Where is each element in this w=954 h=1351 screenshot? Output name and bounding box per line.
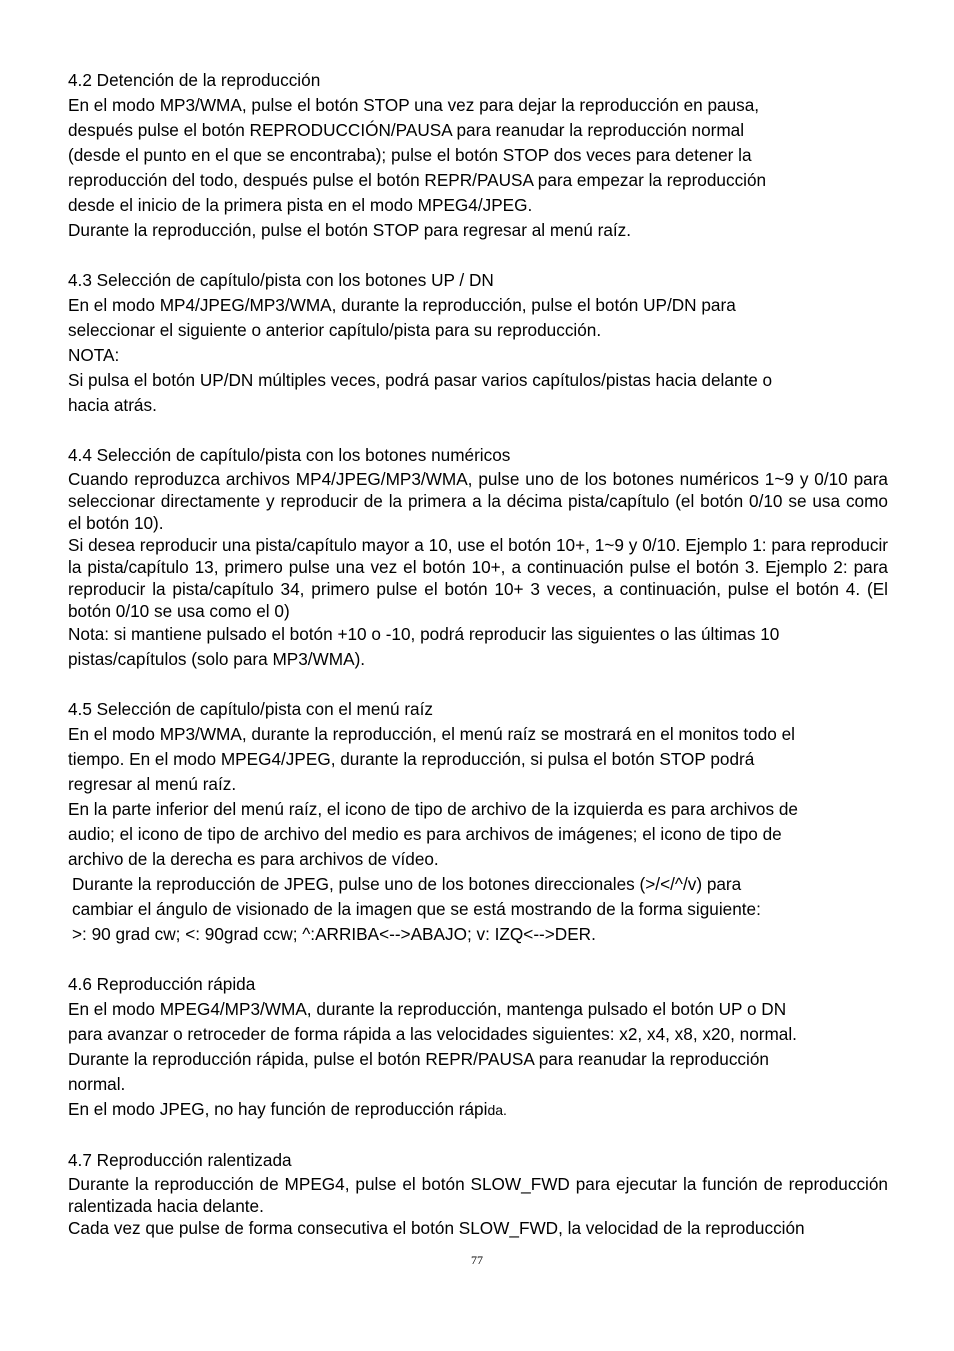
body-line: >: 90 grad cw; <: 90grad ccw; ^:ARRIBA<-->ABAJO; v: IZQ<-->DER.	[72, 924, 596, 944]
body-line: cambiar el ángulo de visionado de la imagen que se está mostrando de la forma siguiente:	[72, 899, 761, 919]
body-line: En el modo MPEG4/MP3/WMA, durante la reproducción, mantenga pulsado el botón UP o DN	[68, 999, 787, 1019]
body-line: Si pulsa el botón UP/DN múltiples veces, podrá pasar varios capítulos/pistas hacia delante o	[68, 370, 773, 390]
body-line: para avanzar o retroceder de forma rápida a las velocidades siguientes: x2, x4, x8, x20, normal.	[68, 1024, 797, 1044]
body-line: hacia atrás.	[68, 395, 157, 415]
document-page	[68, 68, 888, 1239]
body-line: Durante la reproducción, pulse el botón STOP para regresar al menú raíz.	[68, 220, 632, 240]
section-heading: 4.4 Selección de capítulo/pista con los botones numéricos	[68, 445, 511, 465]
section-4-2	[68, 68, 888, 243]
body-line: Durante la reproducción rápida, pulse el botón REPR/PAUSA para reanudar la reproducción	[68, 1049, 769, 1069]
section-heading: 4.3 Selección de capítulo/pista con los botones UP / DN	[68, 270, 494, 290]
body-line: Nota: si mantiene pulsado el botón +10 o -10, podrá reproducir las siguientes o las últimas 10	[68, 624, 780, 644]
body-paragraph: Cuando reproduzca archivos MP4/JPEG/MP3/WMA, pulse uno de los botones numéricos 1~9 y 0/10 para seleccionar directamente y reproducir de la primera a la décima pista/capítulo (el botón 0/10 se usa como el botón 10).	[68, 469, 888, 533]
body-line: después pulse el botón REPRODUCCIÓN/PAUSA para reanudar la reproducción normal	[68, 120, 745, 140]
section-heading: 4.6 Reproducción rápida	[68, 974, 256, 994]
body-line: normal.	[68, 1074, 126, 1094]
body-line: regresar al menú raíz.	[68, 774, 237, 794]
body-line: tiempo. En el modo MPEG4/JPEG, durante la reproducción, si pulsa el botón STOP podrá	[68, 749, 755, 769]
section-heading: 4.7 Reproducción ralentizada	[68, 1150, 292, 1170]
body-line	[68, 1097, 888, 1123]
body-line: En el modo MP3/WMA, pulse el botón STOP una vez para dejar la reproducción en pausa,	[68, 95, 760, 115]
section-4-3	[68, 268, 888, 418]
note-label: NOTA:	[68, 345, 120, 365]
body-line: En la parte inferior del menú raíz, el icono de tipo de archivo de la izquierda es para archivos de	[68, 799, 798, 819]
body-line: seleccionar el siguiente o anterior capítulo/pista para su reproducción.	[68, 320, 602, 340]
body-line: audio; el icono de tipo de archivo del medio es para archivos de imágenes; el icono de tipo de	[68, 824, 782, 844]
page-number: 77	[471, 1253, 483, 1267]
body-line: Durante la reproducción de JPEG, pulse uno de los botones direccionales (>/</^/v) para	[72, 874, 742, 894]
body-line: (desde el punto en el que se encontraba); pulse el botón STOP dos veces para detener la	[68, 145, 752, 165]
section-4-6	[68, 972, 888, 1123]
body-line: desde el inicio de la primera pista en el modo MPEG4/JPEG.	[68, 195, 533, 215]
body-line: En el modo MP3/WMA, durante la reproducción, el menú raíz se mostrará en el monitos todo el	[68, 724, 795, 744]
section-4-5	[68, 697, 888, 947]
body-paragraph: Durante la reproducción de MPEG4, pulse el botón SLOW_FWD para ejecutar la función de reproducción ralentizada hacia delante.	[68, 1174, 888, 1216]
body-line: En el modo MP4/JPEG/MP3/WMA, durante la reproducción, pulse el botón UP/DN para	[68, 295, 736, 315]
body-line: reproducción del todo, después pulse el botón REPR/PAUSA para empezar la reproducción	[68, 170, 767, 190]
body-text-small: da.	[487, 1102, 507, 1118]
section-heading: 4.2 Detención de la reproducción	[68, 70, 321, 90]
section-4-7	[68, 1148, 888, 1239]
body-line: Cada vez que pulse de forma consecutiva el botón SLOW_FWD, la velocidad de la reproducción	[68, 1218, 805, 1238]
section-4-4	[68, 443, 888, 672]
body-text: En el modo JPEG, no hay función de reproducción rápi	[68, 1099, 488, 1119]
section-heading: 4.5 Selección de capítulo/pista con el menú raíz	[68, 699, 433, 719]
body-line: pistas/capítulos (solo para MP3/WMA).	[68, 649, 366, 669]
body-paragraph: Si desea reproducir una pista/capítulo mayor a 10, use el botón 10+, 1~9 y 0/10. Ejemplo 1: para reproducir la pista/capítulo 13, primero pulse una vez el botón 10+, a continuación pulse el botón 3. Ejemplo 2: para reproducir la pista/capítulo 34, primero pulse el botón 10+ 3 veces, a continuación, pulse el botón 4. (El botón 0/10 se usa como el 0)	[68, 535, 888, 621]
body-line: archivo de la derecha es para archivos de vídeo.	[68, 849, 439, 869]
